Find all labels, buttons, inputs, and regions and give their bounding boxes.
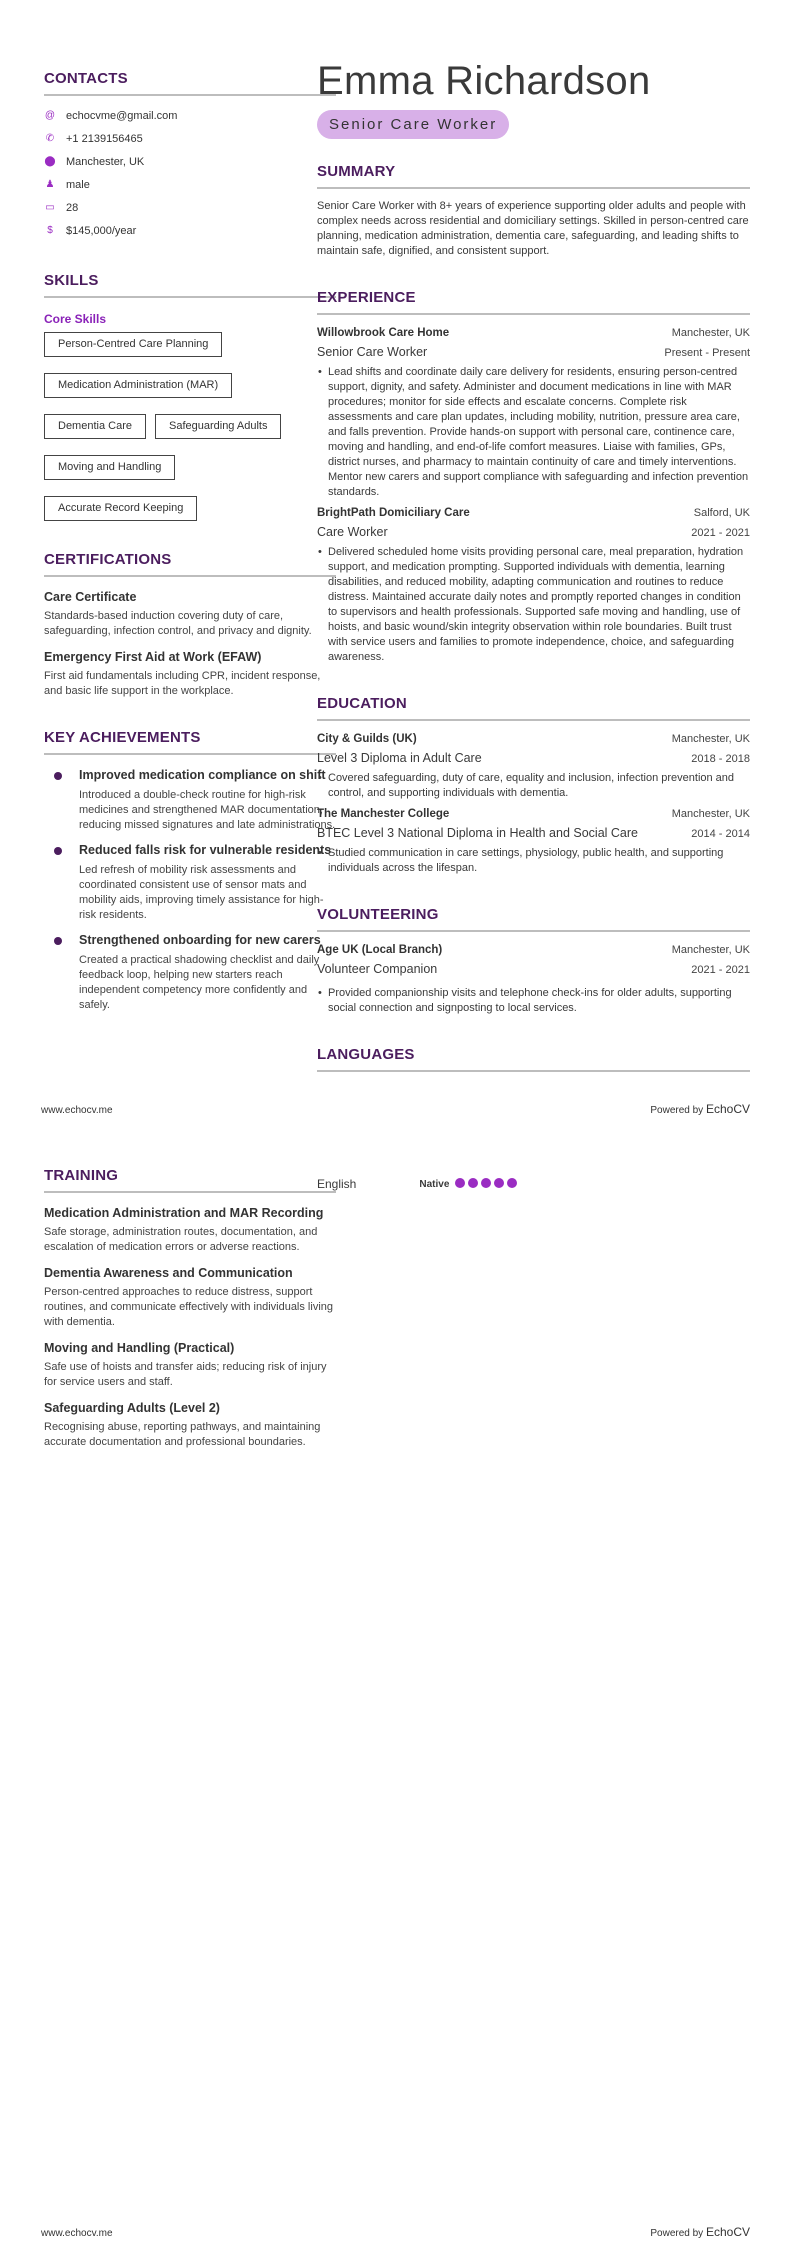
dates: 2021 - 2021: [691, 527, 750, 539]
employer: BrightPath Domiciliary Care: [317, 507, 470, 519]
language-rating: [455, 1177, 520, 1191]
cert-desc: Standards-based induction covering duty of care, safeguarding, infection control, and privacy and dignity.: [44, 610, 312, 637]
contacts-section: [44, 70, 336, 242]
contact-text: $145,000/year: [66, 224, 137, 237]
skill-tag: Dementia Care: [44, 414, 146, 439]
skill-tag: Moving and Handling: [44, 455, 175, 480]
qualification: BTEC Level 3 National Diploma in Health and Social Care: [317, 826, 638, 840]
language-item: [317, 1177, 750, 1191]
languages-section: [317, 1046, 750, 1072]
cert-desc: First aid fundamentals including CPR, incident response, and basic life support in the workplace.: [44, 670, 321, 697]
skill-tag: Medication Administration (MAR): [44, 373, 232, 398]
contact-text: +1 2139156465: [66, 132, 143, 145]
contact-text: male: [66, 178, 90, 191]
powered-by-text: Powered by: [650, 2228, 704, 2239]
role: Care Worker: [317, 525, 388, 539]
right-column: [317, 58, 750, 1072]
volunteering-section: [317, 906, 750, 1016]
language-name: English: [317, 1177, 357, 1191]
bullet-dot-icon: [54, 937, 62, 945]
divider: [44, 296, 336, 298]
certifications-section: [44, 551, 336, 699]
location: Salford, UK: [693, 507, 750, 519]
section-heading: SKILLS: [44, 272, 99, 289]
section-heading: VOLUNTEERING: [317, 906, 439, 923]
calendar-icon: ▭: [45, 202, 55, 213]
organisation: Age UK (Local Branch): [317, 944, 443, 956]
role: Volunteer Companion: [317, 962, 438, 976]
cert-title: Emergency First Aid at Work (EFAW): [44, 650, 262, 664]
achievement-item: [44, 767, 336, 833]
education-item: [317, 732, 750, 801]
achievement-title: Strengthened onboarding for new carers: [79, 933, 321, 947]
training-section: [44, 1167, 336, 1450]
person-icon: ♟: [45, 179, 55, 190]
skill-tag: Accurate Record Keeping: [44, 496, 197, 521]
contact-age: [44, 196, 336, 219]
brand-name: EchoCV: [705, 1102, 750, 1116]
job-title-badge: Senior Care Worker: [317, 110, 509, 139]
candidate-name: Emma Richardson: [317, 59, 651, 103]
skills-subheading: Core Skills: [44, 312, 107, 326]
location: Manchester, UK: [671, 944, 750, 956]
section-heading: EXPERIENCE: [317, 289, 416, 306]
training-title: Moving and Handling (Practical): [44, 1341, 235, 1355]
section-heading: TRAINING: [44, 1167, 119, 1184]
divider: [44, 575, 336, 577]
training-title: Dementia Awareness and Communication: [44, 1266, 293, 1280]
divider: [44, 753, 336, 755]
training-desc: Safe storage, administration routes, documentation, and escalation of medication errors or adverse reactions.: [44, 1226, 318, 1253]
divider: [317, 930, 750, 932]
training-desc: Recognising abuse, reporting pathways, and maintaining accurate documentation and professional boundaries.: [44, 1421, 321, 1448]
dates: 2018 - 2018: [691, 753, 750, 765]
volunteering-item: [317, 943, 750, 1016]
contact-gender: [44, 173, 336, 196]
summary-section: [317, 163, 750, 259]
location-icon: ⬤: [44, 156, 56, 167]
bullet-dot-icon: [54, 847, 62, 855]
achievement-title: Improved medication compliance on shift: [79, 768, 326, 782]
bullet: • Delivered scheduled home visits providing personal care, meal preparation, hydration support, and medication prompting. Supported individuals with dementia, learning disabilities, and reduced mobility, adapting communication and routines to reduce distress. Maintained accurate daily notes and promptly reported changes in condition to supervisors and health professionals. Supported safe moving and handling, use of hoists, and basic wound/skin integrity observation within role boundaries. Built trust with service users and families to promote independence, choice, and safeguarding awareness.: [317, 545, 750, 665]
skills-section: [44, 272, 336, 521]
section-heading: CERTIFICATIONS: [44, 551, 172, 568]
cert-title: Care Certificate: [44, 590, 137, 604]
contact-salary: [44, 219, 336, 242]
dates: 2014 - 2014: [691, 828, 750, 840]
section-heading: EDUCATION: [317, 695, 407, 712]
footer-site-link[interactable]: www.echocv.me: [41, 1105, 113, 1116]
divider: [317, 719, 750, 721]
dollar-icon: $: [47, 225, 53, 236]
bullet: • Provided companionship visits and telephone check-ins for older adults, supporting social connection and signposting to local services.: [317, 986, 750, 1016]
header: [317, 58, 750, 139]
section-heading: KEY ACHIEVEMENTS: [44, 729, 201, 746]
experience-item: [317, 326, 750, 500]
achievement-desc: Created a practical shadowing checklist and daily feedback loop, helping new starters reach independent competency more confidently and safely.: [79, 954, 320, 1011]
contact-text: Manchester, UK: [66, 155, 145, 168]
skill-tag: Person-Centred Care Planning: [44, 332, 222, 357]
bullet: • Lead shifts and coordinate daily care delivery for residents, ensuring person-centred support, dignity, and safety. Administer and document medications in line with MAR procedures; monitor for side effects and escalate concerns. Complete risk assessments and care plan updates, including mobility, nutrition, pressure area care, and falls prevention. Provide hands-on support with personal care, continence care, moving and handling, and end-of-life comfort measures. Liaise with families, GPs, district nurses, and pharmacy to maintain continuity of care and timely interventions. Mentor new carers and support compliance with safeguarding and infection prevention standards.: [317, 365, 750, 500]
rating-dot-icon: [481, 1178, 491, 1188]
summary-text: Senior Care Worker with 8+ years of experience supporting older adults and people with complex needs across residential and domiciliary settings. Skilled in person-centred care planning, medication administration, dementia care, safeguarding, and leading shifts to maintain safe, dignified, and consistent support.: [317, 200, 749, 257]
rating-dot-icon: [455, 1178, 465, 1188]
achievement-title: Reduced falls risk for vulnerable residents: [79, 843, 332, 857]
divider: [317, 1070, 750, 1072]
rating-dot-icon: [507, 1178, 517, 1188]
bullet-dot-icon: [54, 772, 62, 780]
achievement-desc: Led refresh of mobility risk assessments and coordinated consistent use of sensor mats and mobility aids, improving timely assistance for high-risk residents.: [79, 864, 324, 921]
footer-powered[interactable]: [650, 2225, 750, 2241]
divider: [317, 187, 750, 189]
left-column: [44, 70, 336, 1013]
education-item: [317, 807, 750, 876]
contact-location: [44, 150, 336, 173]
section-heading: LANGUAGES: [317, 1046, 415, 1063]
bullet: • Covered safeguarding, duty of care, equality and inclusion, infection prevention and control, and supporting individuals with dementia.: [317, 771, 750, 801]
achievements-section: [44, 729, 336, 1013]
training-title: Medication Administration and MAR Recording: [44, 1206, 324, 1220]
education-section: [317, 695, 750, 876]
contact-email[interactable]: [44, 104, 336, 127]
location: Manchester, UK: [671, 808, 750, 820]
skill-tag: Safeguarding Adults: [155, 414, 281, 439]
divider: [44, 1191, 336, 1193]
footer-powered[interactable]: [650, 1102, 750, 1118]
training-title: Safeguarding Adults (Level 2): [44, 1401, 220, 1415]
dates: Present - Present: [664, 347, 750, 359]
achievement-item: [44, 932, 336, 1013]
section-heading: CONTACTS: [44, 70, 128, 87]
divider: [317, 313, 750, 315]
employer: Willowbrook Care Home: [317, 327, 450, 339]
achievement-desc: Introduced a double-check routine for high-risk medicines and strengthened MAR documentation, reducing missed signatures and late administrations.: [79, 789, 336, 831]
contact-text: echocvme@gmail.com: [66, 109, 178, 122]
experience-section: [317, 289, 750, 665]
at-icon: @: [44, 110, 56, 121]
contact-phone[interactable]: [44, 127, 336, 150]
bullet: • Studied communication in care settings, physiology, public health, and supporting individuals across the lifespan.: [317, 846, 750, 876]
institution: The Manchester College: [317, 808, 450, 820]
role: Senior Care Worker: [317, 345, 428, 359]
experience-item: [317, 506, 750, 665]
divider: [44, 94, 336, 96]
powered-by-text: Powered by: [650, 1105, 704, 1116]
location: Manchester, UK: [671, 327, 750, 339]
brand-name: EchoCV: [705, 2225, 750, 2239]
achievement-item: [44, 842, 336, 923]
language-level: Native: [419, 1178, 450, 1190]
rating-dot-icon: [494, 1178, 504, 1188]
rating-dot-icon: [468, 1178, 478, 1188]
section-heading: SUMMARY: [317, 163, 396, 180]
training-desc: Safe use of hoists and transfer aids; reducing risk of injury for service users and staff.: [44, 1361, 327, 1388]
phone-icon: ✆: [45, 133, 55, 144]
training-desc: Person-centred approaches to reduce distress, support routines, and communicate effectively with individuals living with dementia.: [44, 1286, 333, 1328]
institution: City & Guilds (UK): [317, 733, 417, 745]
page-2: [0, 1130, 794, 2246]
footer-site-link[interactable]: www.echocv.me: [41, 2228, 113, 2239]
contact-text: 28: [66, 201, 79, 214]
location: Manchester, UK: [671, 733, 750, 745]
qualification: Level 3 Diploma in Adult Care: [317, 751, 482, 765]
dates: 2021 - 2021: [691, 964, 750, 976]
